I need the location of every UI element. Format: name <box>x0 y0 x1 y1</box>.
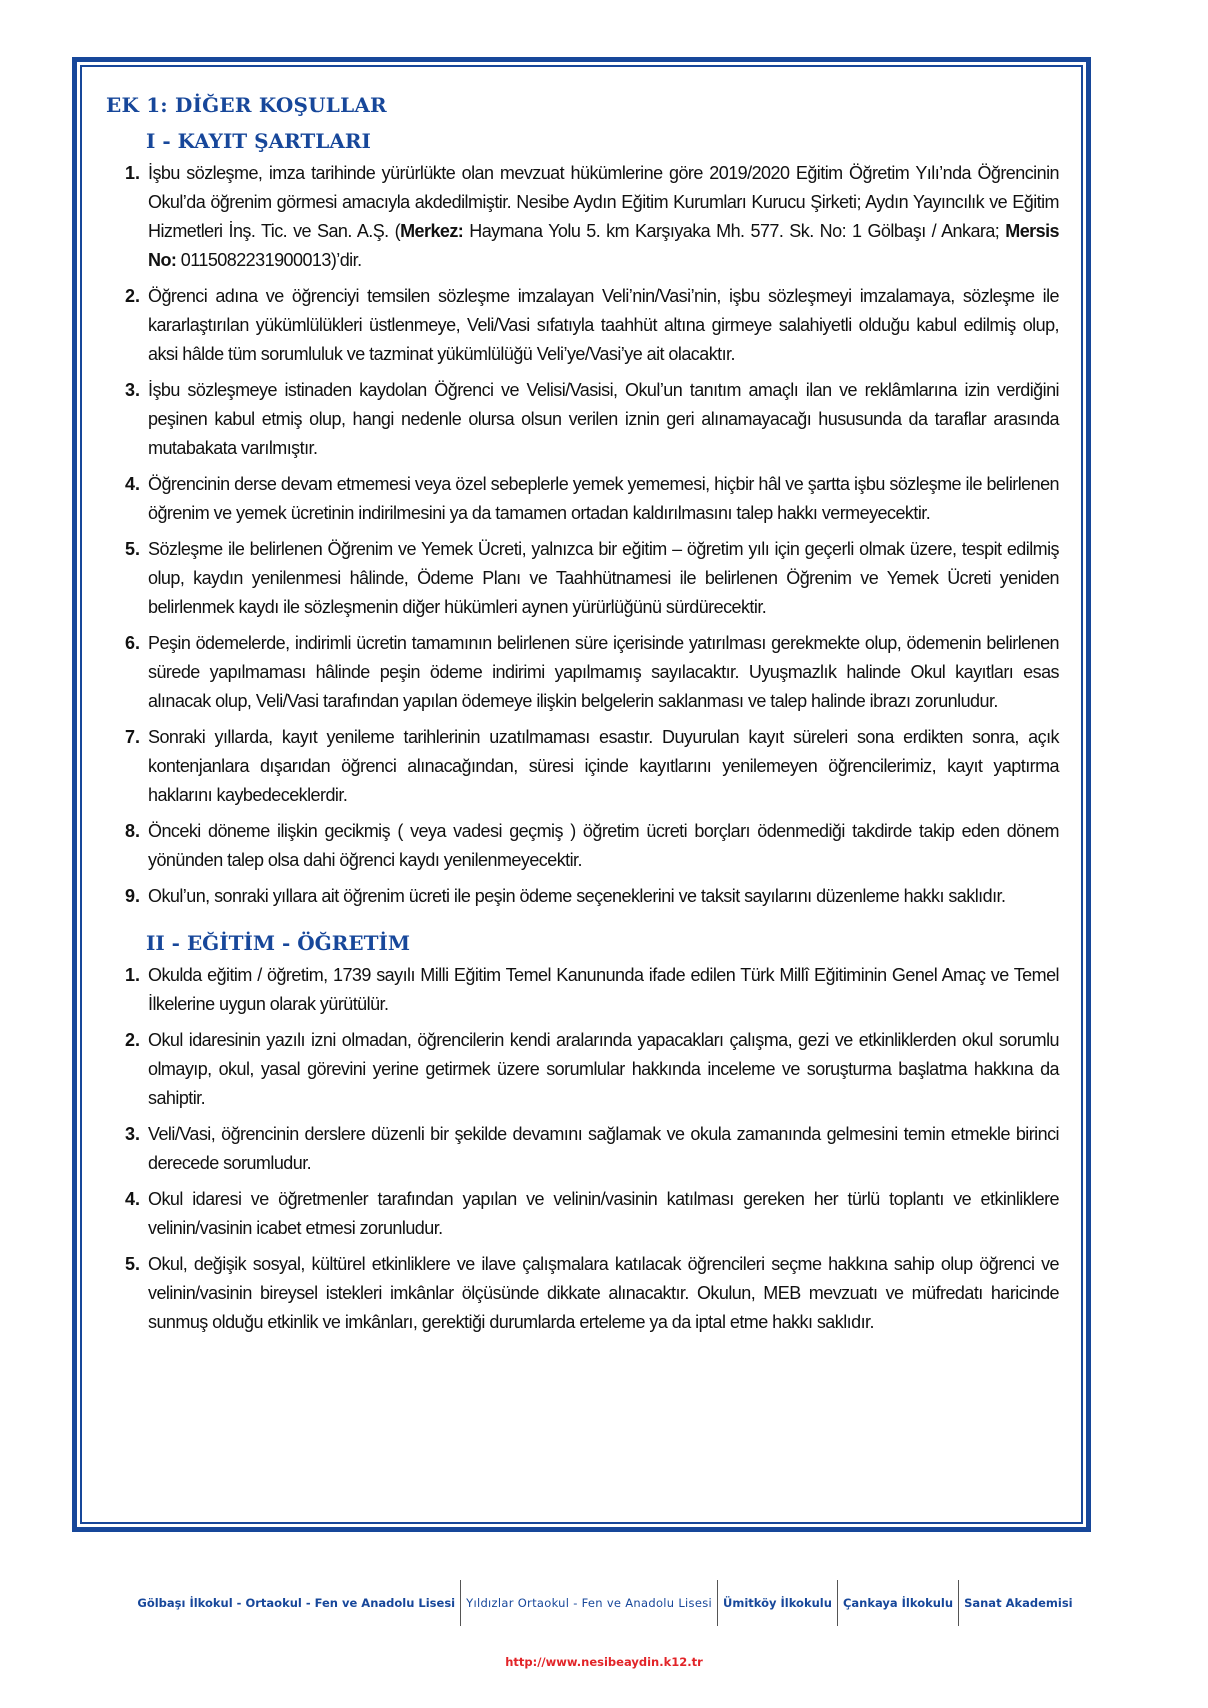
item-text: Okulda eğitim / öğretim, 1739 sayılı Milli Eğitim Temel Kanununda ifade edilen Türk Millî Eğitiminin Genel Amaç ve Temel İlkelerine uygun olarak yürütülür. <box>148 965 1059 1014</box>
item-text: Okul idaresinin yazılı izni olmadan, öğrencilerin kendi aralarında yapacakları çalışma, gezi ve etkinliklerden okul sorumlu olmayıp, okul, yasal görevini yerine getirmek üzere sorumlular hakkında inceleme ve soruşturma başlatma hakkına da sahiptir. <box>148 1030 1059 1108</box>
item-number: 4. <box>124 474 140 494</box>
website-link[interactable]: http://www.nesibeaydin.k12.tr <box>505 1655 703 1669</box>
item-number: 8. <box>124 821 140 841</box>
list-item <box>106 817 1059 875</box>
item-text: Sonraki yıllarda, kayıt yenileme tarihlerinin uzatılmaması esastır. Duyurulan kayıt süreleri sona erdikten sonra, açık kontenjanlara dışarıdan öğrenci alınacağından, süresi içinde kayıtlarını yenilemeyen öğrencilerimiz, kayıt yaptırma haklarını kaybedeceklerdir. <box>148 727 1059 805</box>
list-item <box>106 723 1059 810</box>
item-number: 3. <box>124 1124 140 1144</box>
school-golbasi: Gölbaşı İlkokul - Ortaokul - Fen ve Anadolu Lisesi <box>137 1596 456 1610</box>
list-item <box>106 159 1059 275</box>
list-item <box>106 535 1059 622</box>
item-number: 6. <box>124 633 140 653</box>
page-border-inner <box>80 65 1083 1524</box>
section-list-egitim <box>106 961 1059 1337</box>
item-text: Sözleşme ile belirlenen Öğrenim ve Yemek Ücreti, yalnızca bir eğitim – öğretim yılı için geçerli olmak üzere, tespit edilmiş olup, kaydın yenilenmesi hâlinde, Ödeme Planı ve Taahhütnamesi ile belirlenen Öğrenim ve Yemek Ücreti yeniden belirlenmek kaydı ile sözleşmenin diğer hükümleri aynen yürürlüğünü sürdürecektir. <box>148 539 1059 617</box>
item-number: 5. <box>124 1254 140 1274</box>
merkez-label: Merkez: <box>400 221 464 241</box>
item-number: 2. <box>124 1030 140 1050</box>
mersis-label: Mersis No: <box>148 221 1059 270</box>
item-text: Öğrencinin derse devam etmemesi veya özel sebeplerle yemek yememesi, hiçbir hâl ve şartta işbu sözleşme ile belirlenen öğrenim ve yemek ücretinin indirilmesini ya da tamamen ortadan kaldırılmasını talep hakkı vermeyecektir. <box>148 474 1059 523</box>
list-item <box>106 961 1059 1019</box>
school-umitkoy: Ümitköy İlkokulu <box>723 1596 832 1610</box>
list-item <box>106 1026 1059 1113</box>
item-text: İşbu sözleşmeye istinaden kaydolan Öğrenci ve Velisi/Vasisi, Okul’un tanıtım amaçlı ilan ve reklâmlarına izin verdiğini peşinen kabul etmiş olup, hangi nedenle olursa olsun verilen iznin geri alınamayacağı hususunda da taraflar arasında mutabakata varılmıştır. <box>148 380 1059 458</box>
item-text: Okul, değişik sosyal, kültürel etkinliklere ve ilave çalışmalara katılacak öğrencileri seçme hakkına sahip olup öğrenci ve velinin/vasinin bireysel istekleri imkânlar ölçüsünde dikkate alınacaktır. Okulun, MEB mevzuatı ve müfredatı haricinde sunmuş olduğu etkinlik ve imkânları, gerektiği durumlarda erteleme ya da iptal etme hakkı saklıdır. <box>148 1254 1059 1332</box>
document-body <box>106 93 1059 1344</box>
section-list-kayit <box>106 159 1059 911</box>
item-text: Öğrenci adına ve öğrenciyi temsilen sözleşme imzalayan Veli’nin/Vasi’nin, işbu sözleşmeyi imzalamaya, sözleşme ile kararlaştırılan yükümlülükleri üstlenmeye, Veli/Vasi sıfatıyla taahhüt altına girmeye salahiyetli olduğu kabul edilmiş olup, aksi hâlde tüm sorumluluk ve tazminat yükümlülüğü Veli’ye/Vasi’ye ait olacaktır. <box>148 286 1059 364</box>
list-item <box>106 282 1059 369</box>
document-title: EK 1: DİĞER KOŞULLAR <box>106 93 387 117</box>
list-item <box>106 1185 1059 1243</box>
school-cankaya: Çankaya İlkokulu <box>842 1596 954 1610</box>
item-number: 1. <box>124 163 140 183</box>
item-text: Okul idaresi ve öğretmenler tarafından yapılan ve velinin/vasinin katılması gereken her türlü toplantı ve etkinliklere velinin/vasinin icabet etmesi zorunludur. <box>148 1189 1059 1238</box>
item-number: 2. <box>124 286 140 306</box>
list-item <box>106 1250 1059 1337</box>
section-heading-egitim: II - EĞİTİM - ÖĞRETİM <box>146 931 410 955</box>
item-number: 9. <box>124 886 140 906</box>
item-number: 4. <box>124 1189 140 1209</box>
item-text-part: 0115082231900013)’dir. <box>176 250 362 270</box>
item-number: 3. <box>124 380 140 400</box>
item-text: Veli/Vasi, öğrencinin derslere düzenli bir şekilde devamını sağlamak ve okula zamanında gelmesini temin etmekle birinci derecede sorumludur. <box>148 1124 1059 1173</box>
list-item <box>106 1120 1059 1178</box>
section-heading-kayit: I - KAYIT ŞARTLARI <box>146 129 371 153</box>
list-item <box>106 882 1059 911</box>
item-number: 5. <box>124 539 140 559</box>
item-number: 1. <box>124 965 140 985</box>
school-sanat-akademisi: Sanat Akademisi <box>964 1596 1073 1610</box>
item-text: Peşin ödemelerde, indirimli ücretin tamamının belirlenen süre içerisinde yatırılması gerekmekte olup, ödemenin belirlenen sürede yapılmaması hâlinde peşin ödeme indirimi yapılmamış sayılacaktır. Uyuşmazlık halinde Okul kayıtları esas alınacak olup, Veli/Vasi tarafından yapılan ödemeye ilişkin belgelerin saklanması ve talep halinde ibrazı zorunludur. <box>148 633 1059 711</box>
item-text: Önceki döneme ilişkin gecikmiş ( veya vadesi geçmiş ) öğretim ücreti borçları ödenmediği takdirde takip eden dönem yönünden talep olsa dahi öğrenci kaydı yenilenmeyecektir. <box>148 821 1059 870</box>
item-text-part: Haymana Yolu 5. km Karşıyaka Mh. 577. Sk. No: 1 Gölbaşı / Ankara; <box>463 221 1006 241</box>
footer-schools <box>60 1580 1150 1626</box>
item-number: 7. <box>124 727 140 747</box>
list-item <box>106 470 1059 528</box>
item-text <box>148 159 1059 275</box>
list-item <box>106 629 1059 716</box>
item-text-part: İşbu sözleşme, imza tarihinde yürürlükte olan mevzuat hükümlerine göre 2019/2020 Eğitim Öğretim Yılı’nda Öğrencinin Okul’da öğrenim görmesi amacıyla akdedilmiştir. Nesibe Aydın Eğitim Kurumları Kurucu Şirketi; Aydın Yayıncılık ve Eğitim Hizmetleri İnş. Tic. ve San. A.Ş. ( <box>148 163 1059 241</box>
list-item <box>106 376 1059 463</box>
item-text: Okul’un, sonraki yıllara ait öğrenim ücreti ile peşin ödeme seçeneklerini ve taksit sayılarını düzenleme hakkı saklıdır. <box>148 886 1006 906</box>
school-yildizlar: Yıldızlar Ortaokul - Fen ve Anadolu Lisesi <box>466 1596 712 1610</box>
page-border <box>72 57 1091 1532</box>
